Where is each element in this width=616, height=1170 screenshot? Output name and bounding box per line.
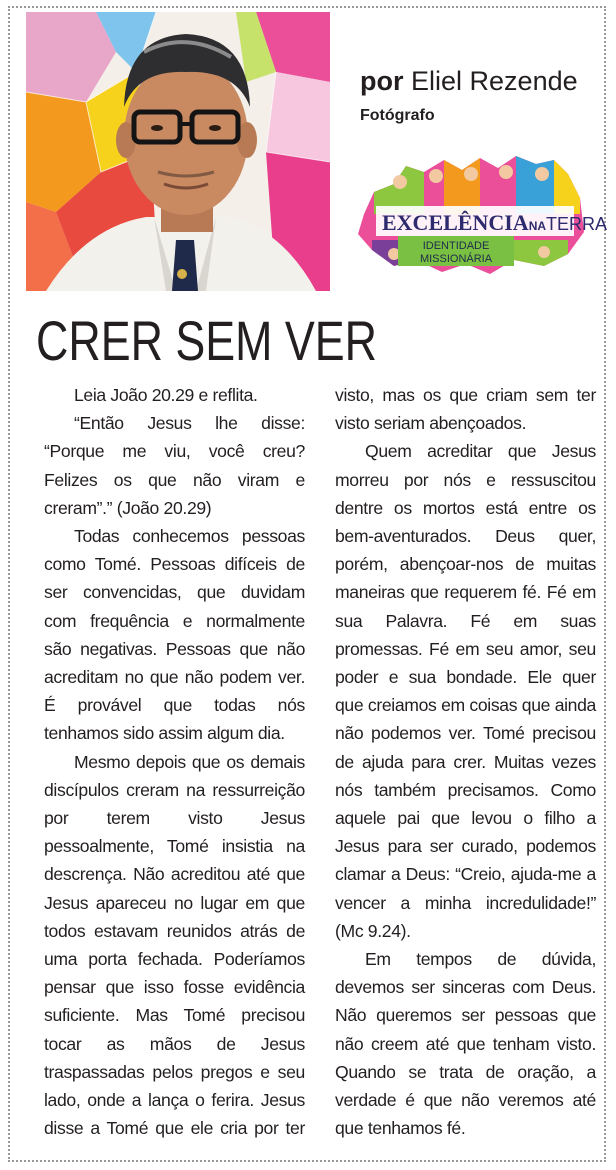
author-role: Fotógrafo — [360, 107, 435, 124]
article-headline: CRER SEM VER — [36, 309, 378, 372]
excelencia-na-terra-logo — [354, 154, 608, 278]
byline-prefix: por — [360, 66, 404, 96]
body-paragraph: Leia João 20.29 e reflita. — [74, 385, 258, 405]
body-paragraph: “Então Jesus lhe disse: “Porque me viu, você creu? Felizes os que não viram e creram”.” (João 20.29) — [44, 413, 305, 518]
author-photo-illustration — [26, 12, 330, 291]
body-paragraph: Mesmo depois que os demais discípulos creram na ressurreição por terem visto Jesus pessoalmente, Tomé insistia na descrença. Não acreditou até que Jesus apareceu no lugar em que todos estavam reunidos atrás de uma porta fechada. Poderíamos pensar que isso fosse evidência suficiente. Mas Tomé precisou tocar as mãos de Jesus traspassadas pelos pregos e seu lado, onde a lança o ferira. Jesus disse a Tomé que ele cria por ter visto, mas os que criam sem ter visto seriam abençoados. — [44, 385, 596, 1139]
logo-subtitle-1: IDENTIDADE — [422, 240, 490, 252]
author-name: Eliel Rezende — [411, 66, 578, 96]
article-body — [44, 381, 596, 1161]
body-paragraph: Todas conhecemos pessoas como Tomé. Pessoas difíceis de ser convencidas, que duvidam com frequência e normalmente são negativas. Pessoas que não acreditam no que não podem ver. É provável que todas nós tenhamos sido assim algum dia. — [44, 526, 305, 744]
body-paragraph: Quem acreditar que Jesus morreu por nós e ressuscitou dentre os mortos está entre os bem-aventurados. Deus quer, porém, abençoar-nos de muitas maneiras que requerem fé. Fé em sua Palavra. Fé em suas promessas. Fé em seu amor, seu poder e sua bondade. Ele quer que creiamos em coisas que ainda não podemos ver. Tomé precisou de ajuda para crer. Muitas vezes nós também precisamos. Como aquele pai que levou o filho a Jesus para ser curado, podemos clamar a Deus: “Creio, ajuda-me a vencer a minha incredulidade!” (Mc 9.24). — [335, 441, 596, 941]
logo-title: EXCELÊNCIANATERRA — [382, 210, 608, 235]
body-paragraph: Em tempos de dúvida, devemos ser sinceras com Deus. Não queremos ser pessoas que não creem até que tenham visto. Quando se trata de oração, a verdade é que não veremos até que tenhamos fé. — [335, 949, 596, 1139]
logo-subtitle-2: MISSIONÁRIA — [419, 253, 493, 265]
article-page — [8, 6, 606, 1162]
author-byline — [360, 66, 578, 97]
author-photo — [26, 12, 330, 291]
